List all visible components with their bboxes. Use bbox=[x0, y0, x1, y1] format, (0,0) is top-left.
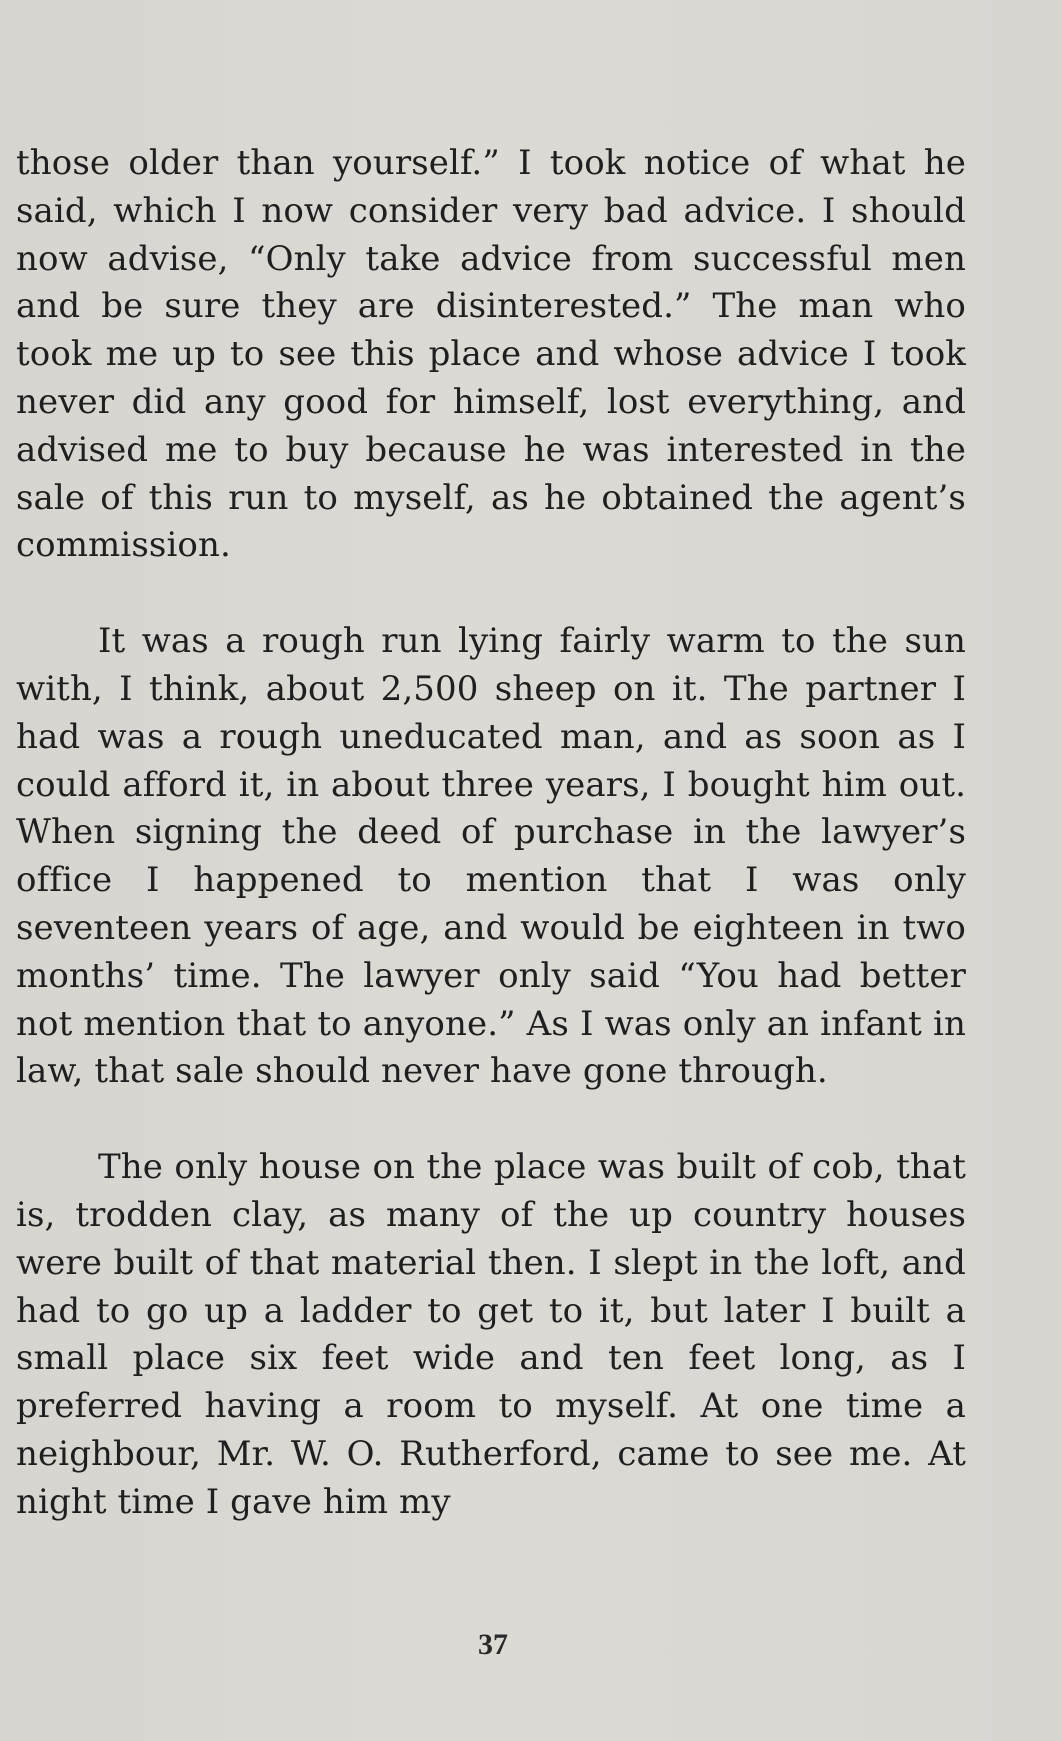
body-text bbox=[16, 140, 966, 1527]
paragraph-2: It was a rough run lying fairly warm to the sun with, I think, about 2,500 sheep on it. The partner I had was a rough uneducated man, and as soon as I could afford it, in about three years, I bought him out. When signing the deed of purchase in the lawyer’s office I happened to mention that I was only seventeen years of age, and would be eighteen in two months’ time. The lawyer only said “You had better not mention that to anyone.” As I was only an infant in law, that sale should never have gone through. bbox=[16, 621, 966, 1092]
paragraph-3: The only house on the place was built of cob, that is, trodden clay, as many of the up country houses were built of that material then. I slept in the loft, and had to go up a ladder to get to it, but later I built a small place six feet wide and ten feet long, as I preferred having a room to myself. At one time a neighbour, Mr. W. O. Rutherford, came to see me. At night time I gave him my bbox=[16, 1147, 966, 1522]
page-number: 37 bbox=[478, 1628, 508, 1661]
paragraph-1: those older than yourself.” I took notice of what he said, which I now consider very bad advice. I should now advise, “Only take advice from successful men and be sure they are disinterested.” The man who took me up to see this place and whose advice I took never did any good for himself, lost everything, and advised me to buy because he was interested in the sale of this run to myself, as he obtained the agent’s commission. bbox=[16, 143, 966, 566]
